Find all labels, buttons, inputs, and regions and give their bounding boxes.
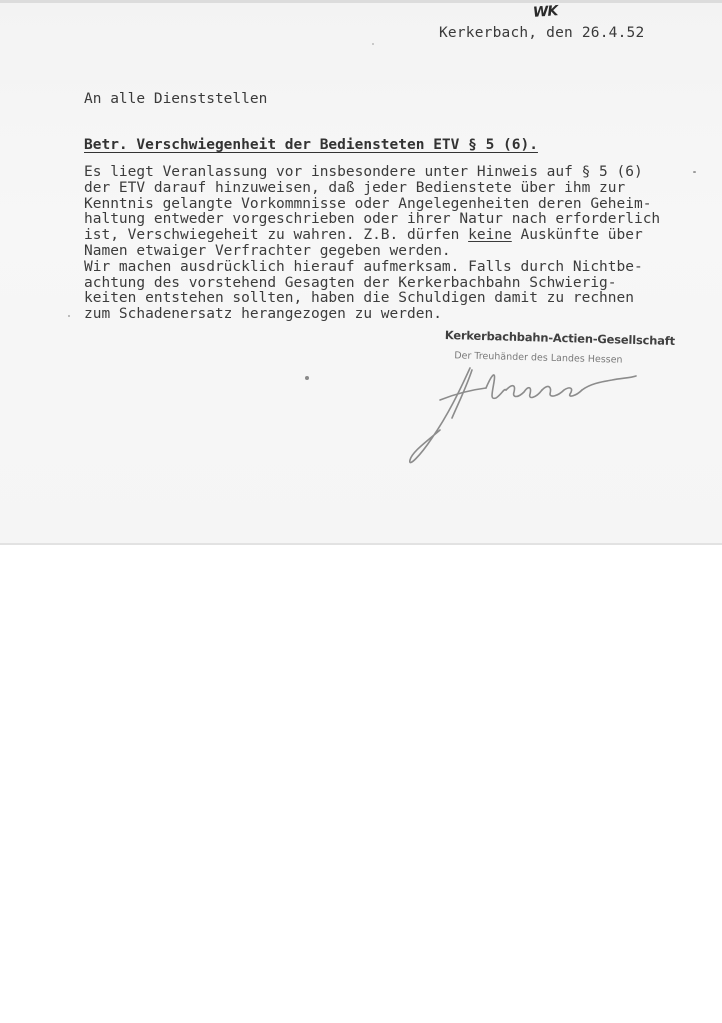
- emphasized-word: keine: [468, 227, 512, 244]
- body-line: haltung entweder vorgeschrieben oder ihrer Natur nach erforderlich: [84, 211, 661, 228]
- body-line-text: Auskünfte über: [511, 227, 643, 244]
- scan-speck: [372, 43, 374, 45]
- body-line: achtung des vorstehend Gesagten der Kerkerbachbahn Schwierig-: [84, 274, 617, 291]
- handwritten-note: WK: [532, 3, 558, 21]
- handwritten-signature: [400, 360, 640, 475]
- stamp-trustee: Der Treuhänder des Landes Hessen: [454, 350, 623, 366]
- addressee: An alle Dienststellen: [84, 91, 268, 107]
- body-line-text: ist, Verschwiegeheit zu wahren. Z.B. dürfen: [84, 227, 469, 244]
- body-line: Wir machen ausdrücklich hierauf aufmerksam. Falls durch Nichtbe-: [84, 258, 643, 275]
- body-line: der ETV darauf hinzuweisen, daß jeder Bedienstete über ihm zur: [84, 179, 626, 196]
- letter-body: [84, 165, 714, 323]
- body-line: [84, 228, 714, 244]
- body-line: keiten entstehen sollten, haben die Schuldigen damit zu rechnen: [84, 290, 634, 307]
- scan-bottom-edge: [0, 543, 722, 545]
- scan-speck: [305, 376, 309, 380]
- body-line: Es liegt Veranlassung vor insbesondere unter Hinweis auf § 5 (6): [84, 164, 643, 180]
- place-and-date: Kerkerbach, den 26.4.52: [439, 25, 645, 41]
- scan-top-edge: [0, 0, 722, 3]
- scan-speck: [693, 171, 696, 173]
- subject-line: Betr. Verschwiegenheit der Bediensteten ETV § 5 (6).: [84, 137, 538, 153]
- body-line: Kenntnis gelangte Vorkommnisse oder Angelegenheiten deren Geheim-: [84, 195, 652, 212]
- body-line: Namen etwaiger Verfrachter gegeben werden.: [84, 242, 451, 259]
- stamp-company: Kerkerbachbahn-Actien-Gesellschaft: [444, 328, 676, 349]
- scan-speck: [68, 315, 70, 317]
- body-line: zum Schadenersatz herangezogen zu werden.: [84, 306, 442, 323]
